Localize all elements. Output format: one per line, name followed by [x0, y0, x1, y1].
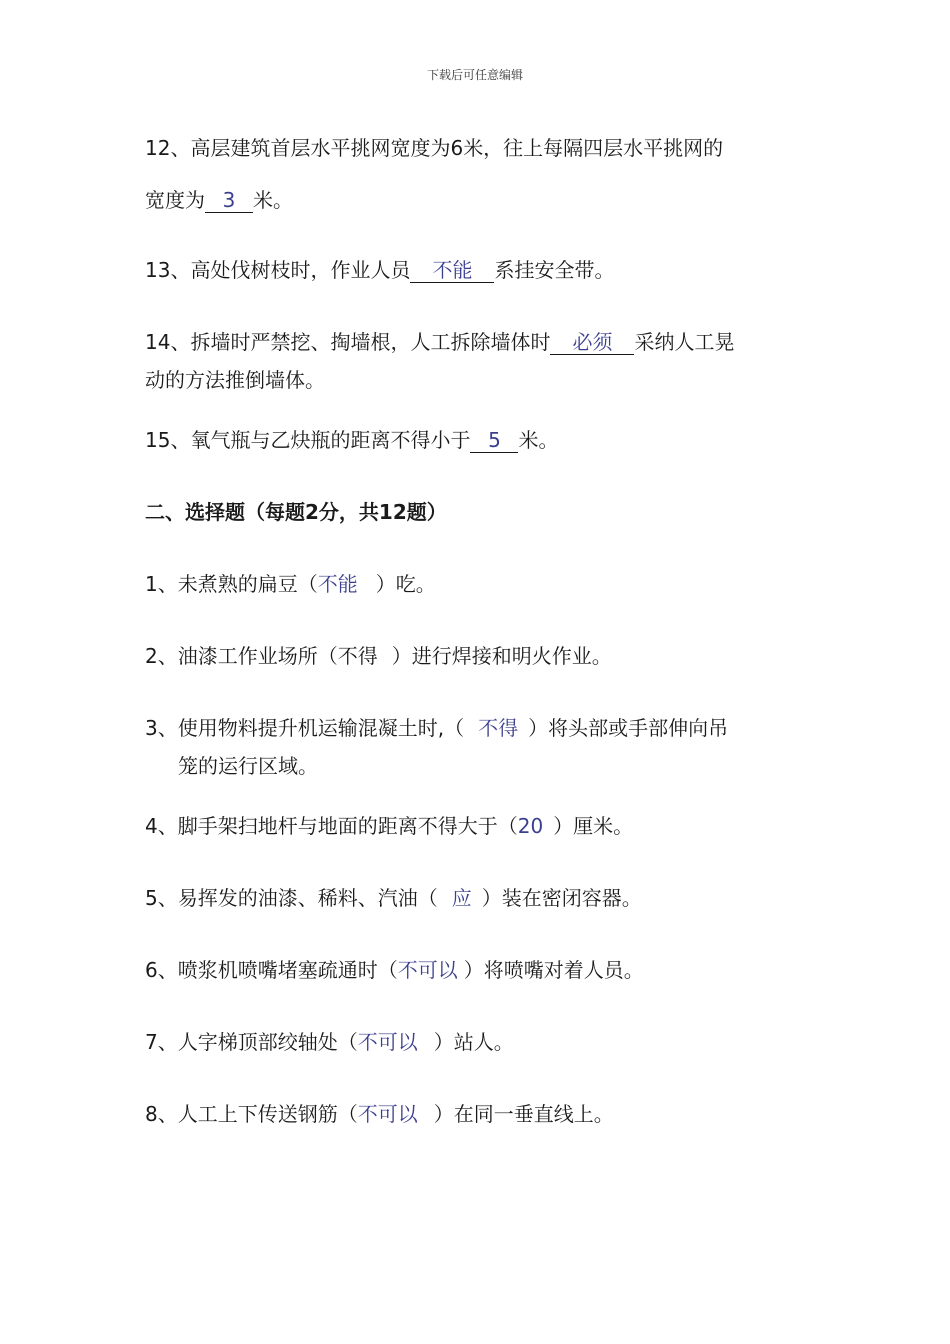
question-15 [145, 426, 558, 454]
question-text: 油漆工作业场所（ [177, 644, 338, 668]
question-text: 使用物料提升机运输混凝土时,（ [177, 716, 465, 740]
question-text: ）将头部或手部伸向吊 [528, 716, 729, 740]
question-sep: 、 [157, 716, 178, 740]
question-value: 6 [450, 136, 464, 160]
section-score: 2 [305, 500, 319, 524]
question-14-line1 [145, 328, 734, 356]
question-text: 米，往上每隔四层水平挑网的 [463, 136, 724, 160]
section-title [145, 498, 447, 526]
question-14-line2 [145, 366, 325, 394]
question-number: 2 [145, 644, 158, 668]
answer: 20 [517, 814, 544, 838]
question-text: ）厘米。 [553, 814, 634, 838]
choice-question-1 [145, 570, 436, 598]
question-number: 6 [145, 958, 158, 982]
question-13 [145, 256, 614, 284]
section-title-text: 二、选择题（每题 [145, 500, 305, 524]
question-text: 人字梯顶部绞轴处（ [177, 1030, 358, 1054]
answer-blank: 3 [205, 188, 253, 213]
question-text: ）站人。 [433, 1030, 514, 1054]
choice-question-3-line1 [145, 714, 728, 742]
choice-question-7 [145, 1028, 514, 1056]
page-header-note: 下载后可任意编辑 [426, 68, 523, 82]
question-text: ）装在密闭容器。 [481, 886, 642, 910]
question-number: 4 [145, 814, 158, 838]
question-sep: 、 [157, 572, 178, 596]
question-12-line2 [145, 186, 293, 214]
question-text: 高处伐树枝时，作业人员 [190, 258, 411, 282]
answer: 不得 [337, 644, 378, 668]
question-text: 米。 [253, 188, 293, 212]
question-number: 15、 [145, 428, 191, 452]
question-text: 喷浆机喷嘴堵塞疏通时（ [177, 958, 398, 982]
question-text: 易挥发的油漆、稀料、汽油（ [177, 886, 438, 910]
choice-question-4 [145, 812, 633, 840]
choice-question-3-line2 [178, 752, 318, 780]
question-text: 宽度为 [145, 188, 205, 212]
question-text: ）在同一垂直线上。 [433, 1102, 614, 1126]
question-12-line1 [145, 134, 723, 162]
answer: 应 [451, 886, 472, 910]
question-text: 脚手架扫地杆与地面的距离不得大于（ [177, 814, 518, 838]
choice-question-8 [145, 1100, 614, 1128]
question-number: 13、 [145, 258, 191, 282]
question-sep: 、 [157, 1030, 178, 1054]
choice-question-6 [145, 956, 644, 984]
question-text: 氧气瓶与乙炔瓶的距离不得小于 [190, 428, 471, 452]
question-number: 7 [145, 1030, 158, 1054]
question-text: ）将喷嘴对着人员。 [463, 958, 644, 982]
choice-question-5 [145, 884, 642, 912]
question-text: 动的方法推倒墙体。 [145, 368, 325, 392]
question-number: 1 [145, 572, 158, 596]
question-sep: 、 [157, 886, 178, 910]
question-sep: 、 [157, 814, 178, 838]
question-sep: 、 [157, 644, 178, 668]
question-text: 人工上下传送钢筋（ [177, 1102, 358, 1126]
question-number: 8 [145, 1102, 158, 1126]
answer: 不可以 [357, 1102, 418, 1126]
question-number: 5 [145, 886, 158, 910]
answer: 不可以 [397, 958, 458, 982]
question-sep: 、 [157, 1102, 178, 1126]
question-text: 拆墙时严禁挖、掏墙根，人工拆除墙体时 [190, 330, 551, 354]
answer: 不得 [478, 716, 519, 740]
question-text: ）进行焊接和明火作业。 [391, 644, 612, 668]
answer: 不能 [317, 572, 358, 596]
question-text: 系挂安全带。 [494, 258, 615, 282]
answer-blank: 不能 [410, 258, 494, 283]
answer-blank: 5 [470, 428, 518, 453]
choice-question-2 [145, 642, 612, 670]
question-text: 高层建筑首层水平挑网宽度为 [190, 136, 451, 160]
question-number: 12、 [145, 136, 191, 160]
question-number: 3 [145, 716, 158, 740]
question-text: 笼的运行区域。 [178, 754, 318, 778]
question-text: ）吃。 [375, 572, 436, 596]
question-text: 米。 [518, 428, 559, 452]
section-title-text: 分，共 [318, 500, 379, 524]
section-title-text: 题） [406, 500, 447, 524]
question-text: 采纳人工晃 [634, 330, 735, 354]
question-sep: 、 [157, 958, 178, 982]
answer: 不可以 [357, 1030, 418, 1054]
section-count: 12 [378, 500, 407, 524]
question-text: 未煮熟的扁豆（ [177, 572, 318, 596]
question-number: 14、 [145, 330, 191, 354]
answer-blank: 必须 [550, 330, 634, 355]
